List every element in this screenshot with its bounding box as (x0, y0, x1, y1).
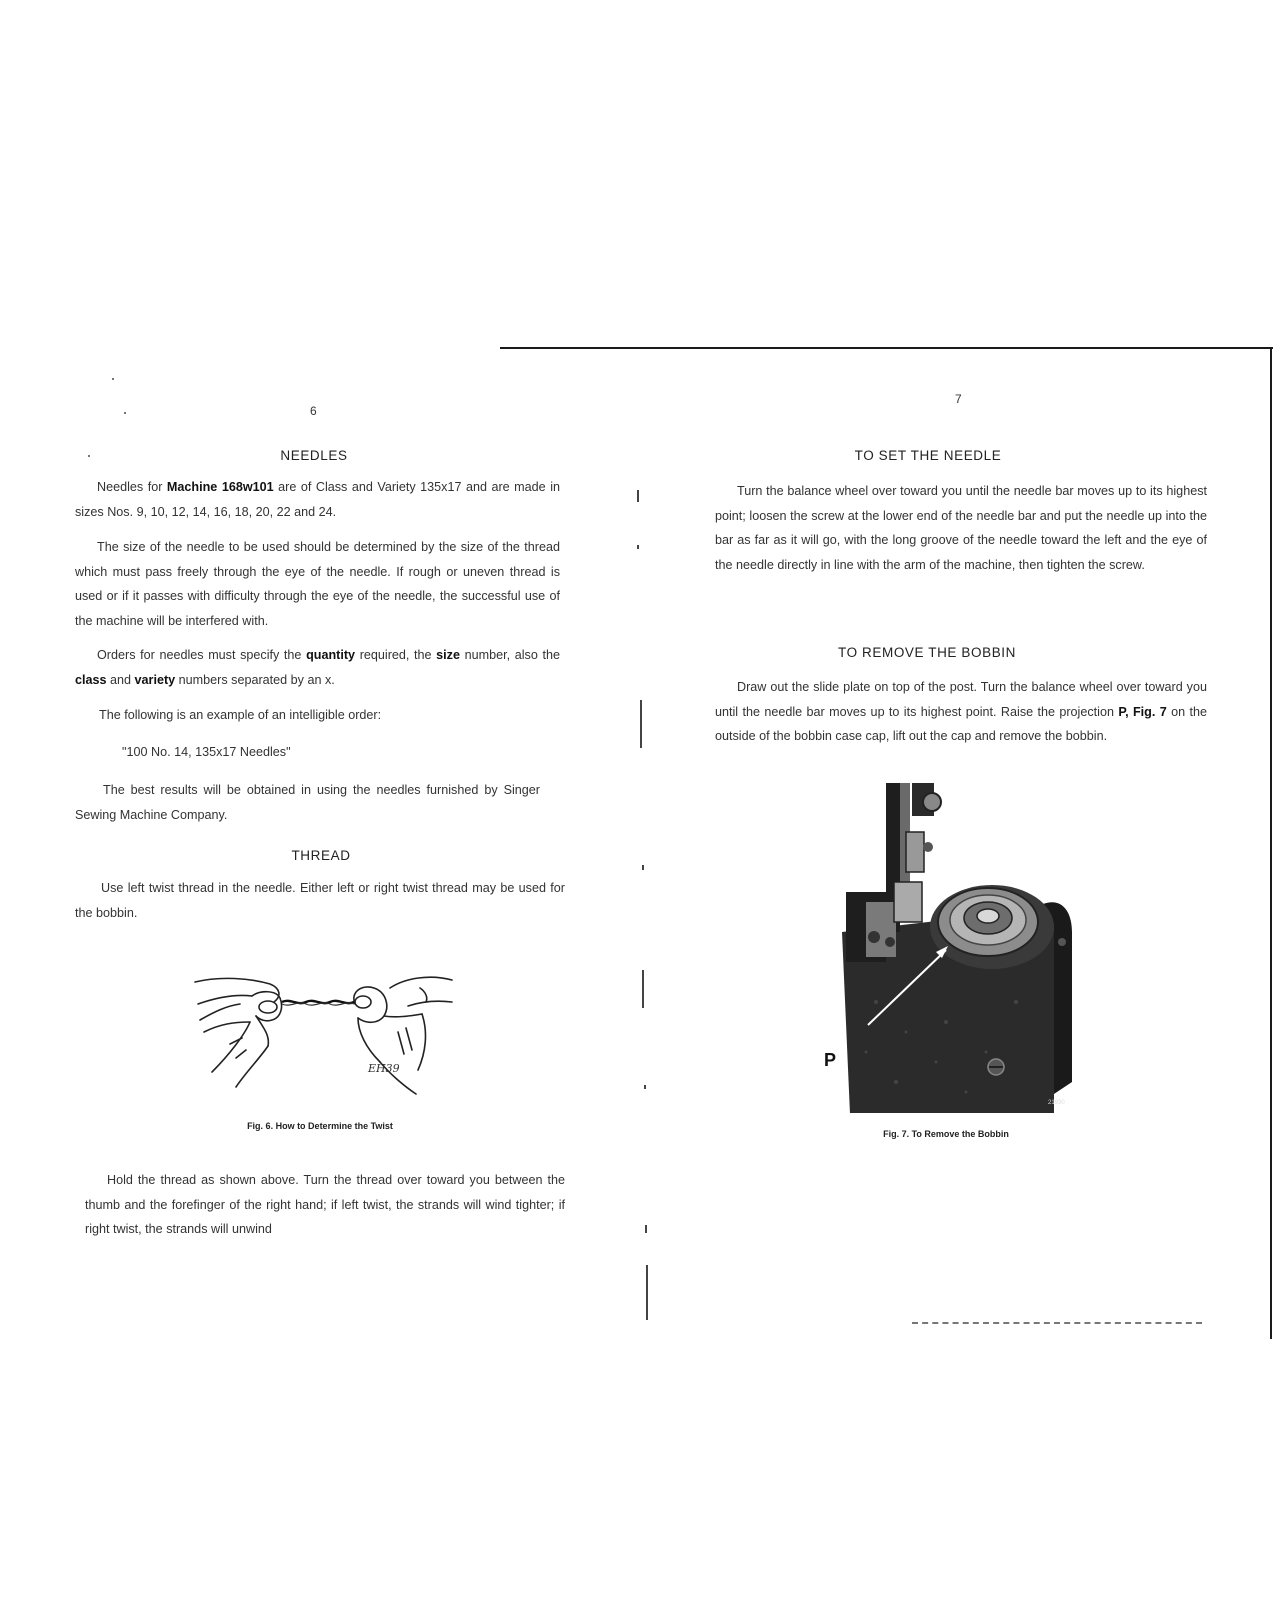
needles-paragraph-1: Needles for Machine 168w101 are of Class and Variety 135x17 and are made in sizes Nos. 9, 10, 12, 14, 16, 18, 20, 22 and 24. (75, 480, 560, 519)
fig6-hands-illustration (190, 962, 460, 1097)
fig7-label-p: P (824, 1050, 837, 1070)
needles-paragraph-2: The size of the needle to be used should be determined by the size of the thread which must pass freely through the eye of the needle. If rough or uneven thread is used or if it passes with difficulty through the eye of the needle, the successful use of the machine will be interfered with. (75, 540, 560, 628)
fig6-caption: Fig. 6. How to Determine the Twist (247, 1121, 393, 1131)
needles-heading: NEEDLES (280, 448, 348, 463)
right-page (636, 0, 1273, 1621)
page-number: 7 (955, 392, 962, 406)
left-page (0, 0, 636, 1621)
hold-thread-paragraph: Hold the thread as shown above. Turn the thread over toward you between the thumb and the forefinger of the right hand; if left twist, the strands will wind tighter; if right twist, the strands will unwind (85, 1173, 565, 1236)
needles-paragraph-6: The best results will be obtained in using the needles furnished by Singer Sewing Machine Company. (75, 783, 540, 822)
remove-bobbin-heading: TO REMOVE THE BOBBIN (837, 645, 1017, 660)
thread-paragraph: Use left twist thread in the needle. Either left or right twist thread may be used for the bobbin. (75, 881, 565, 920)
fig7-caption: Fig. 7. To Remove the Bobbin (883, 1129, 1009, 1139)
set-needle-paragraph: Turn the balance wheel over toward you until the needle bar moves up to its highest point; loosen the screw at the lower end of the needle bar and put the needle up into the bar as far as it will go, with the long groove of the needle toward the left and the eye of the needle directly in line with the arm of the machine, then tighten the screw. (715, 484, 1207, 572)
page-number: 6 (310, 404, 317, 418)
fig7-bobbin-photo (836, 782, 1076, 1114)
fig7-photo-code: 21930 (1048, 1100, 1065, 1106)
fig6-artist-mark: EH39 (368, 1062, 400, 1075)
thread-heading: THREAD (291, 848, 351, 863)
needles-paragraph-4: The following is an example of an intelligible order: (99, 708, 382, 722)
needles-order-example: "100 No. 14, 135x17 Needles" (122, 745, 291, 759)
needles-paragraph-3: Orders for needles must specify the quantity required, the size number, also the class and variety numbers separated by an x. (75, 648, 560, 687)
remove-bobbin-paragraph: Draw out the slide plate on top of the post. Turn the balance wheel over toward you until the needle bar moves up to its highest point. Raise the projection P, Fig. 7 on the outside of the bobbin case cap, lift out the cap and remove the bobbin. (715, 680, 1208, 743)
set-needle-heading: TO SET THE NEEDLE (854, 448, 1002, 463)
